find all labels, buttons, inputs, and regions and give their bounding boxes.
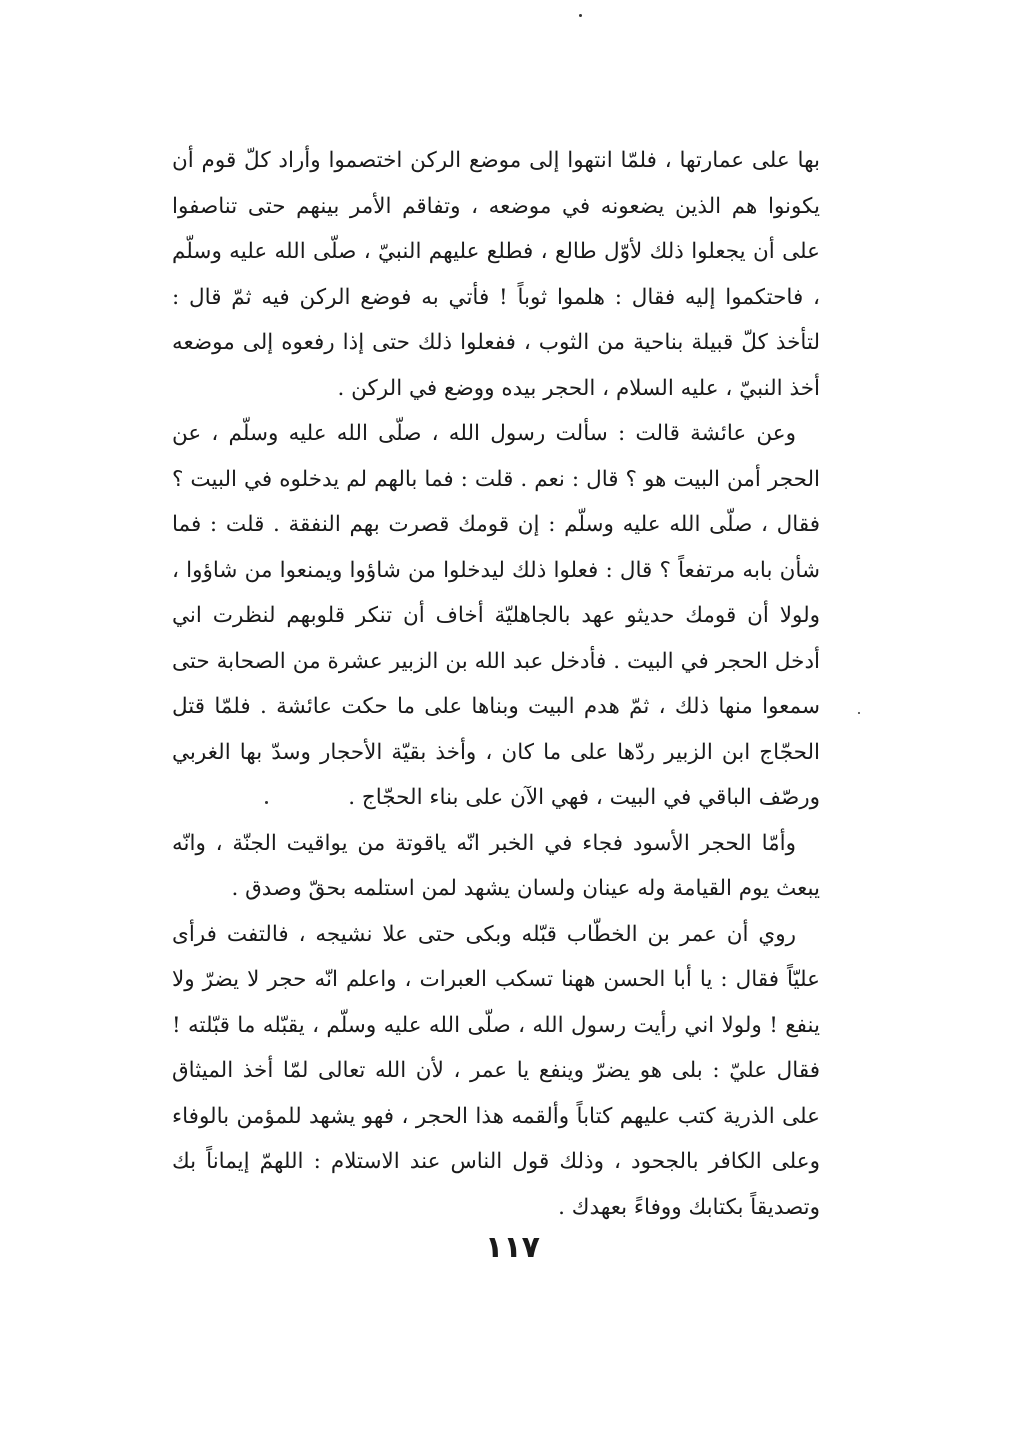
paragraph-1: بها على عمارتها ، فلمّا انتهوا إلى موضع الركن اختصموا وأراد كلّ قوم أن يكونوا هم الذين يضعونه في موضعه ، وتفاقم الأمر بينهم حتى تناصفوا على أن يجعلوا ذلك لأوّل طالع ، فطلع عليهم النبيّ ، صلّى الله عليه وسلّم ، فاحتكموا إليه فقال : هلموا ثوباً ! فأتي به فوضع الركن فيه ثمّ قال : لتأخذ كلّ قبيلة بناحية من الثوب ، ففعلوا ذلك حتى إذا رفعوه إلى موضعه أخذ النبيّ ، عليه السلام ، الحجر بيده ووضع في الركن . bbox=[172, 148, 820, 401]
paragraph-4: روي أن عمر بن الخطّاب قبّله وبكى حتى علا نشيجه ، فالتفت فرأى عليّاً فقال : يا أبا الحسن ههنا تسكب العبرات ، واعلم انّه حجر لا يضرّ ولا ينفع ! ولولا اني رأيت رسول الله ، صلّى الله عليه وسلّم ، يقبّله ما قبّلته ! فقال عليّ : بلى هو يضرّ وينفع يا عمر ، لأن الله تعالى لمّا أخذ الميثاق على الذرية كتب عليهم كتاباً وألقمه هذا الحجر ، فهو يشهد للمؤمن بالوفاء وعلى الكافر بالجحود ، وذلك قول الناس عند الاستلام : اللهمّ إيماناً بك وتصديقاً بكتابك ووفاءً بعهدك . bbox=[172, 921, 820, 1220]
paragraph-3: وأمّا الحجر الأسود فجاء في الخبر انّه ياقوتة من يواقيت الجنّة ، وانّه يبعث يوم القيامة وله عينان ولسان يشهد لمن استلمه بحقّ وصدق . bbox=[172, 830, 820, 901]
scan-speck bbox=[858, 712, 860, 714]
paragraph-2: وعن عائشة قالت : سألت رسول الله ، صلّى الله عليه وسلّم ، عن الحجر أمن البيت هو ؟ قال : نعم . قلت : فما بالهم لم يدخلوه في البيت ؟ فقال ، صلّى الله عليه وسلّم : إن قومك قصرت بهم النفقة . قلت : فما شأن بابه مرتفعاً ؟ قال : فعلوا ذلك ليدخلوا من شاؤوا ويمنعوا من شاؤوا ، ولولا أن قومك حديثو عهد بالجاهليّة أخاف أن تنكر قلوبهم لنظرت اني أدخل الحجر في البيت . فأدخل عبد الله بن الزبير عشرة من الصحابة حتى سمعوا منها ذلك ، ثمّ هدم البيت وبناها على ما حكت عائشة . فلمّا قتل الحجّاج ابن الزبير ردّها على ما كان ، وأخذ بقيّة الأحجار وسدّ بها الغربي ورصّف الباقي في البيت ، فهي الآن على بناء الحجّاج . bbox=[172, 421, 820, 810]
scan-speck bbox=[265, 801, 268, 804]
scan-speck bbox=[579, 14, 582, 17]
page-number: ١١٧ bbox=[485, 1230, 540, 1265]
body-text bbox=[172, 138, 820, 1230]
